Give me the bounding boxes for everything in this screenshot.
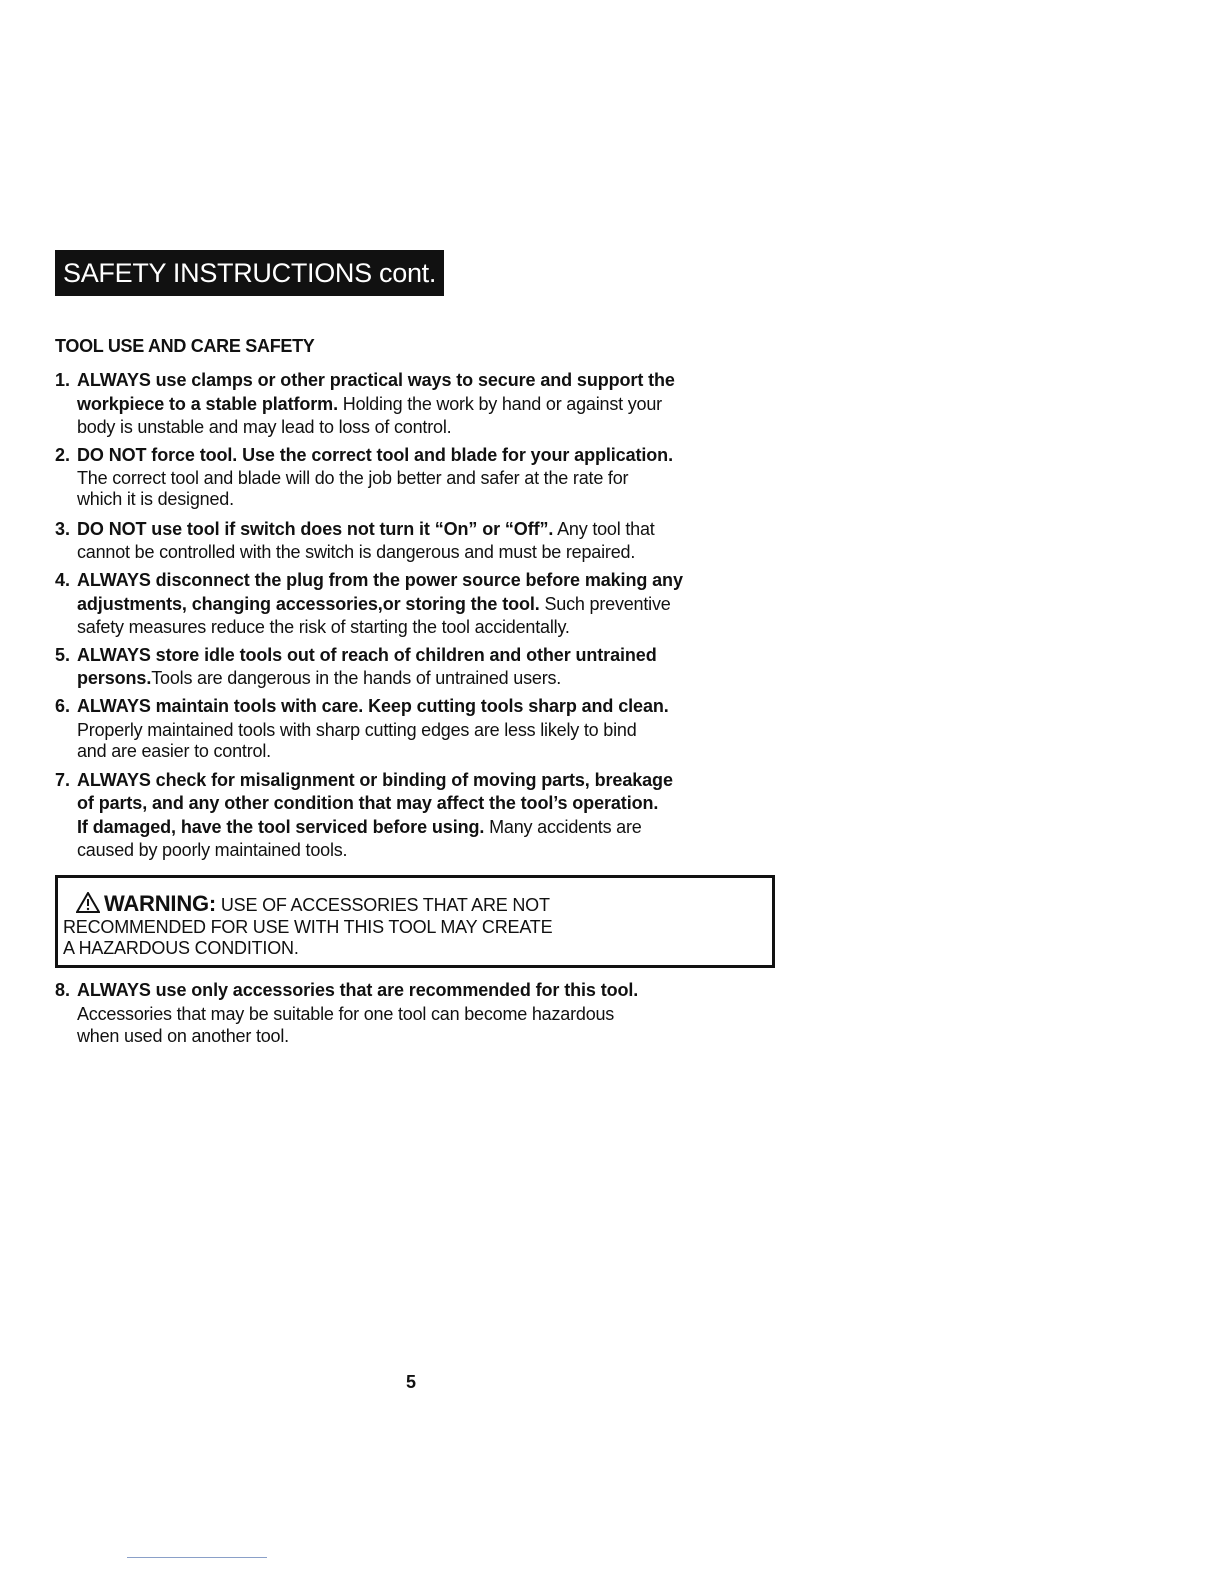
list-item-line <box>77 568 683 592</box>
body-text: Any tool that <box>553 519 655 539</box>
bold-text: DO NOT force tool. Use the correct tool and blade for your application. <box>77 445 673 465</box>
warning-line-1 <box>76 892 550 916</box>
list-item-line <box>77 838 347 862</box>
list-item-line <box>77 1024 289 1048</box>
footer-rule <box>127 1557 267 1558</box>
item-number: 3. <box>55 519 71 539</box>
list-item-line <box>77 666 561 690</box>
warning-label: WARNING: <box>104 891 217 916</box>
body-text: The correct tool and blade will do the job better and safer at the rate for <box>77 468 629 488</box>
list-item-line <box>77 1002 614 1026</box>
body-text: Holding the work by hand or against your <box>337 394 662 414</box>
body-text: Properly maintained tools with sharp cutting edges are less likely to bind <box>77 720 637 740</box>
body-text: and are easier to control. <box>77 741 271 761</box>
bold-text: ALWAYS maintain tools with care. Keep cutting tools sharp and clean. <box>77 696 669 716</box>
section-header-banner: SAFETY INSTRUCTIONS cont. <box>55 250 444 296</box>
item-number: 7. <box>55 770 71 790</box>
list-item-line <box>77 643 657 667</box>
body-text: cannot be controlled with the switch is dangerous and must be repaired. <box>77 542 636 562</box>
list-item-line <box>77 415 451 439</box>
list-item-line <box>77 487 234 511</box>
bold-text: of parts, and any other condition that may affect the tool’s operation. <box>77 793 659 813</box>
body-text: Tools are dangerous in the hands of untrained users. <box>151 668 562 688</box>
bold-text: adjustments, changing accessories,or storing the tool. <box>77 594 540 614</box>
item-number: 2. <box>55 445 71 465</box>
list-item-line <box>77 392 662 416</box>
body-text: caused by poorly maintained tools. <box>77 840 348 860</box>
list-item-line <box>77 592 671 616</box>
body-text: Many accidents are <box>484 817 642 837</box>
item-number: 1. <box>55 370 71 390</box>
list-item-line <box>77 739 271 763</box>
list-item-line <box>77 791 658 815</box>
body-text: when used on another tool. <box>77 1026 289 1046</box>
item-number: 5. <box>55 645 71 665</box>
bold-text: DO NOT use tool if switch does not turn it “On” or “Off”. <box>77 519 554 539</box>
list-item-line <box>77 615 570 639</box>
body-text: safety measures reduce the risk of starting the tool accidentally. <box>77 617 570 637</box>
body-text: Accessories that may be suitable for one tool can become hazardous <box>77 1004 615 1024</box>
bold-text: ALWAYS check for misalignment or binding of moving parts, breakage <box>77 770 673 790</box>
list-item-line <box>77 815 642 839</box>
bold-text: ALWAYS use only accessories that are recommended for this tool. <box>77 980 639 1000</box>
warning-line-2: RECOMMENDED FOR USE WITH THIS TOOL MAY CREATE <box>63 917 553 937</box>
list-item-line <box>77 517 655 541</box>
list-item-line <box>77 768 673 792</box>
bold-text: If damaged, have the tool serviced before using. <box>77 817 485 837</box>
warning-triangle-icon <box>76 892 100 913</box>
bold-text: ALWAYS store idle tools out of reach of children and other untrained <box>77 645 657 665</box>
bold-text: workpiece to a stable platform. <box>77 394 338 414</box>
list-item-line <box>77 540 635 564</box>
warning-box <box>55 875 775 968</box>
warning-line-3: A HAZARDOUS CONDITION. <box>63 938 299 958</box>
item-number: 8. <box>55 980 71 1000</box>
body-text: body is unstable and may lead to loss of control. <box>77 417 452 437</box>
body-text: Such preventive <box>539 594 671 614</box>
item-number: 6. <box>55 696 71 716</box>
body-text: which it is designed. <box>77 489 234 509</box>
bold-text: ALWAYS disconnect the plug from the power source before making any <box>77 570 683 590</box>
page-number: 5 <box>406 1372 417 1392</box>
list-item-line <box>77 694 669 718</box>
bold-text: ALWAYS use clamps or other practical ways to secure and support the <box>77 370 675 390</box>
list-item-line <box>77 443 673 467</box>
list-item-line <box>77 978 638 1002</box>
section-title: TOOL USE AND CARE SAFETY <box>55 336 315 356</box>
warning-text: USE OF ACCESSORIES THAT ARE NOT <box>220 895 550 915</box>
list-item-line <box>77 368 675 392</box>
bold-text: persons. <box>77 668 152 688</box>
item-number: 4. <box>55 570 71 590</box>
